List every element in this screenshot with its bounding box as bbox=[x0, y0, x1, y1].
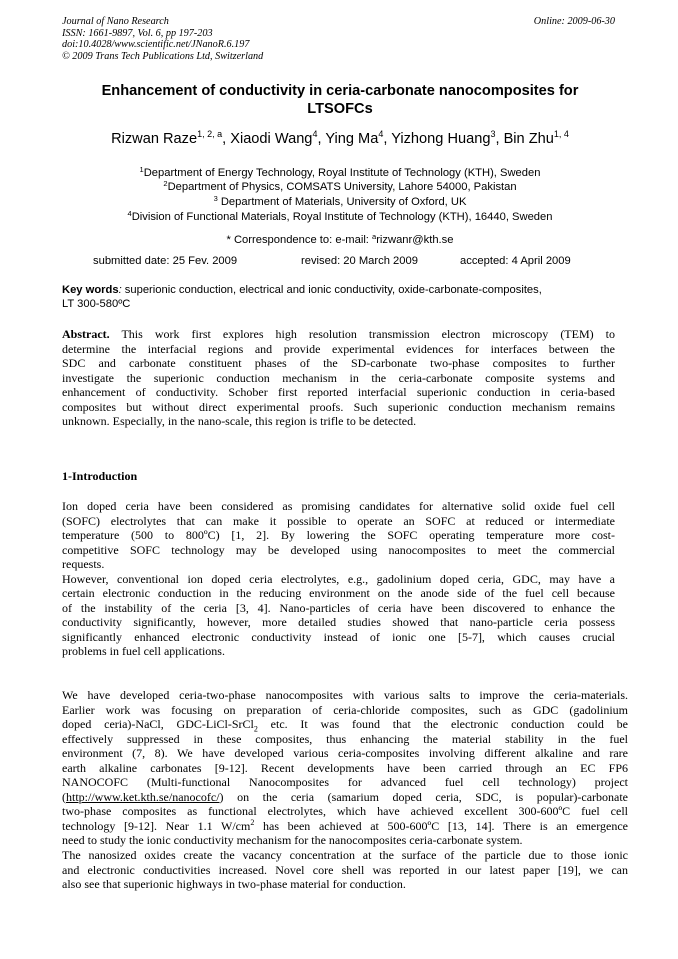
title-line-2: LTSOFCs bbox=[307, 101, 373, 117]
issn: ISSN: 1661-9897, Vol. 6, pp 197-203 bbox=[62, 27, 213, 39]
journal-info bbox=[62, 16, 263, 62]
author-sup: 4 bbox=[312, 129, 318, 139]
abstract: Abstract. This work first explores high resolution transmission electron microscopy (TEM) to determine the interfacial regions and provide experimental evidences for interfaces between the SDC and carbonate constituent phases of the SD-carbonate two-phase composites to further investigate the superionic conduction mechanism in the ceria-carbonate composite systems and enhancement of conductivity. Schober first reported interfacial superionic conduction in ceria-based composites but without direct experimental proofs. Such superionic conduction mechanism remains unknown. Especially, in the nano-scale, this region is trifle to be detected. bbox=[62, 327, 615, 429]
author-sup: 1, 2, a bbox=[197, 129, 223, 139]
title-line-1: Enhancement of conductivity in ceria-carbonate nanocomposites for bbox=[101, 83, 579, 99]
author-name: Yizhong Huang bbox=[391, 131, 491, 147]
author-sup: 4 bbox=[378, 129, 384, 139]
submitted-date: submitted date: 25 Fev. 2009 bbox=[93, 255, 238, 267]
nanocofc-project-link[interactable]: http://www.ket.kth.se/nanocofc/ bbox=[66, 789, 220, 804]
author-name: Ying Ma bbox=[325, 131, 379, 147]
paper-title bbox=[70, 82, 610, 118]
online-date: Online: 2009-06-30 bbox=[533, 16, 615, 27]
keywords: Key words: superionic conduction, electrical and ionic conductivity, oxide-carbonate-composites, LT 300-580ºC bbox=[62, 284, 542, 310]
journal-name: Journal of Nano Research bbox=[62, 16, 169, 27]
intro-paragraph-3: We have developed ceria-two-phase nanocomposites with various salts to improve the ceria-materials. Earlier work was focusing on preparation of ceria-chloride composites, such as GDC (gadolinium doped ceria)-NaCl, GDC-LiCl-SrCl$_2$ etc. It was found that the electronic conduction could be effectively suppressed in these composites, thus enhancing the material stability in the fuel environment (7, 8). We have developed various ceria-composites involving different alkaline and rare earth alkaline carbonates [9-12]. Recent developments have been carried through an EC FP6 NANOCOFC (Multi-functional Nanocomposites for advanced fuel cell technology) project (http://www.ket.kth.se/nanocofc/) on the ceria (samarium doped ceria, SDC, is popular)-carbonate two-phase composites as functional electrolytes, which have achieved excellent 300-600ºC fuel cell technology [9-12]. Near 1.1 $W/cm^2$ has been achieved at 500-600ºC [13, 14]. There is an emergence need to study the ionic conductivity mechanism for the nanocomposites ceria-carbonate system. The nanosized oxides create the vacancy concentration at the surface of the particle due to those ionic and electronic conductivities increased. Novel core shell was reported in our latest paper [19], we can also see that superionic highways in two-phase material for conduction. bbox=[62, 688, 629, 892]
copyright: © 2009 Trans Tech Publications Ltd, Switzerland bbox=[62, 50, 264, 62]
affiliation-1: $^1$Department of Energy Technology, Royal Institute of Technology (KTH), Sweden bbox=[139, 165, 541, 179]
author-name: Rizwan Raze bbox=[111, 131, 198, 147]
affiliation-4: $^4$Division of Functional Materials, Royal Institute of Technology (KTH), 16440, Sweden bbox=[127, 209, 553, 223]
author-list: Rizwan Raze$^{1, 2, a}$, Xiaodi Wang$^4$, Ying Ma$^4$, Yizhong Huang$^3$, Bin Zhu$^{1, 4}$ bbox=[111, 129, 569, 147]
affiliation-2: $^2$Department of Physics, COMSATS University, Lahore 54000, Pakistan bbox=[163, 179, 517, 193]
author-name: Bin Zhu bbox=[503, 131, 554, 147]
author-name: Xiaodi Wang bbox=[230, 131, 313, 147]
affiliation-3: $^3$ Department of Materials, University of Oxford, UK bbox=[213, 194, 467, 208]
intro-paragraph-1: Ion doped ceria have been considered as promising candidates for alternative solid oxide fuel cell (SOFC) electrolytes that can make it possible to operate an SOFC at reduced or intermediate temperature (500 to 800ºC) [1, 2]. By lowering the SOFC operating temperature more cost- competitive SOFC technology may be developed using nanocomposites to meet the commercial requests. However, conventional ion doped ceria electrolytes, e.g., gadolinium doped ceria, GDC, may have a certain electronic conduction in the reducing environment on the anode side of the fuel cell because of the instability of the ceria [3, 4]. Nano-particles of ceria have been discovered to enhance the conductivity significantly, however, more detailed studies showed that nano-particle ceria possess significantly enhanced electronic conductivity instead of ionic one [5-7], which causes crucial problems in fuel cell applications. bbox=[62, 499, 615, 659]
accepted-date: accepted: 4 April 2009 bbox=[460, 255, 571, 267]
author-sup: 3 bbox=[490, 129, 496, 139]
email-address: rizwanr@kth.se bbox=[376, 234, 454, 246]
keywords-label: Key words bbox=[62, 284, 119, 296]
doi: doi:10.4028/www.scientific.net/JNanoR.6.197 bbox=[62, 39, 250, 51]
abstract-label: Abstract. bbox=[62, 327, 110, 341]
correspondence: * Correspondence to: e-mail: $^a$rizwanr@kth.se bbox=[226, 232, 454, 246]
section-heading-introduction: 1-Introduction bbox=[62, 469, 138, 483]
revised-date: revised: 20 March 2009 bbox=[301, 255, 418, 267]
author-sup: 1, 4 bbox=[553, 129, 569, 139]
